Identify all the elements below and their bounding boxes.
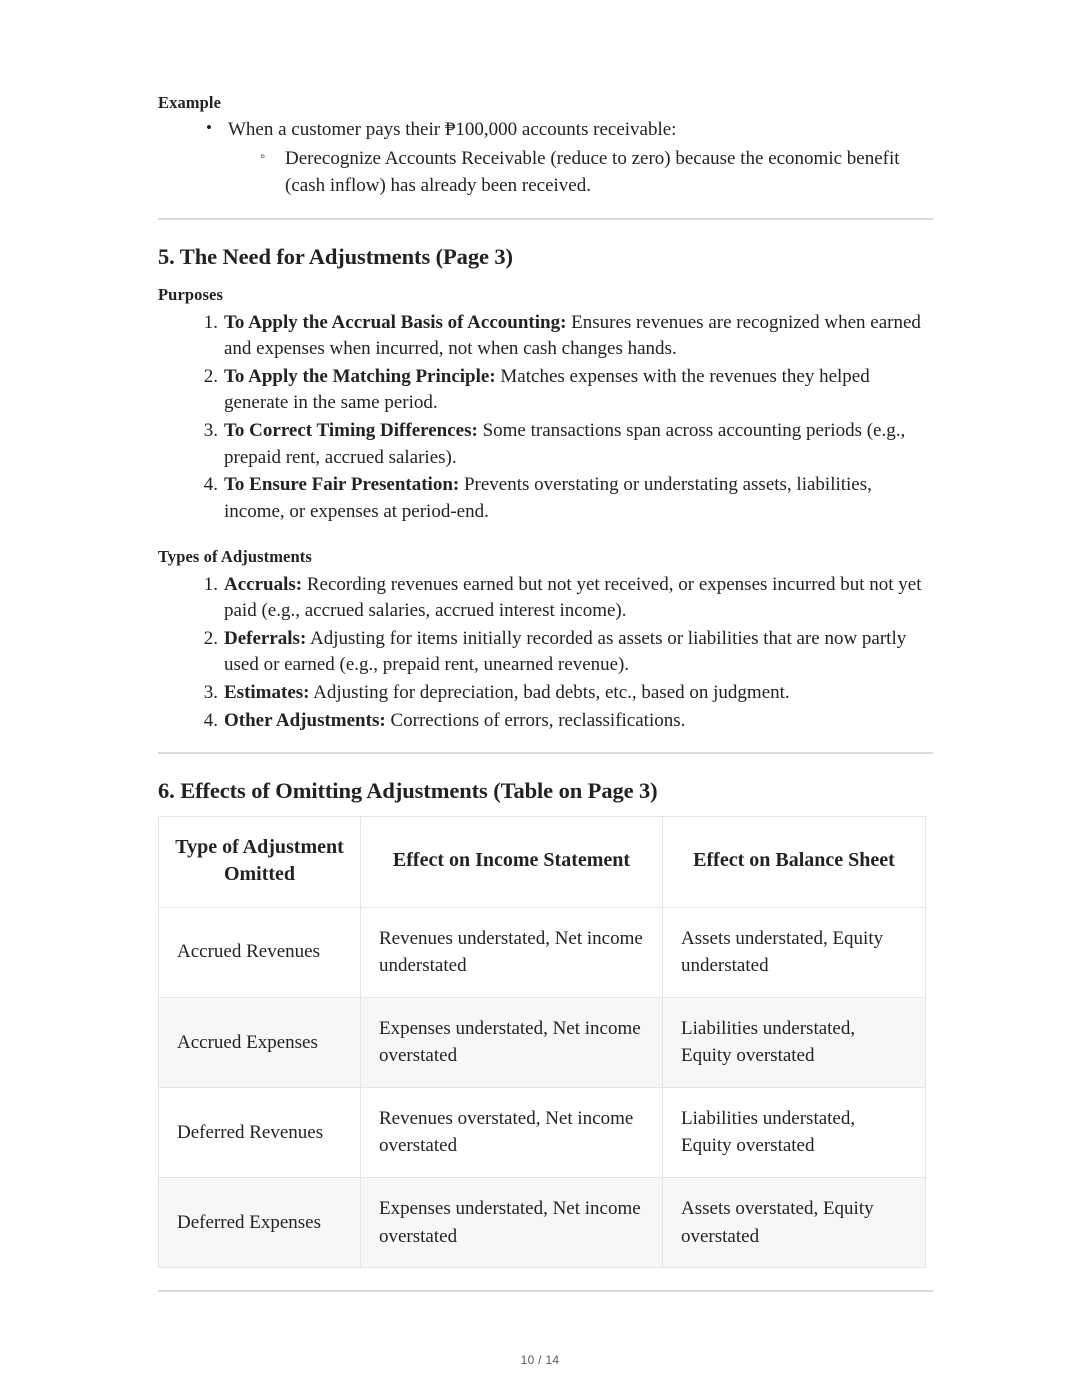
table-row <box>159 907 926 997</box>
list-item <box>196 572 933 625</box>
list-item-term: To Apply the Accrual Basis of Accounting: <box>224 311 567 333</box>
example-bullet-list <box>158 117 933 200</box>
list-item <box>260 146 933 200</box>
list-item-text: Adjusting for depreciation, bad debts, etc., based on judgment. <box>309 682 790 704</box>
example-heading: Example <box>158 93 222 112</box>
cell-type: Deferred Expenses <box>159 1177 361 1267</box>
example-sub-bullet-text: Derecognize Accounts Receivable (reduce to zero) because the economic benefit (cash inflow) has already been received. <box>285 148 900 197</box>
cell-balance-sheet: Liabilities understated, Equity overstated <box>663 1087 926 1177</box>
table-body <box>159 907 926 1267</box>
types-of-adjustments-list <box>158 572 933 735</box>
list-item-term: Other Adjustments: <box>224 709 386 731</box>
cell-balance-sheet: Assets understated, Equity understated <box>663 907 926 997</box>
list-item-term: To Ensure Fair Presentation: <box>224 474 460 496</box>
list-item-text: Recording revenues earned but not yet received, or expenses incurred but not yet paid (e.g., accrued salaries, accrued interest income). <box>224 573 922 622</box>
table-row <box>159 997 926 1087</box>
cell-income-statement: Revenues overstated, Net income overstated <box>361 1087 663 1177</box>
section-6-heading: 6. Effects of Omitting Adjustments (Table on Page 3) <box>158 778 658 804</box>
list-item-term: To Correct Timing Differences: <box>224 420 478 442</box>
bullet-filled-icon: • <box>206 118 212 138</box>
cell-type: Deferred Revenues <box>159 1087 361 1177</box>
purposes-list <box>158 310 933 526</box>
purposes-heading: Purposes <box>158 285 223 305</box>
section-5-heading: 5. The Need for Adjustments (Page 3) <box>158 244 513 270</box>
cell-income-statement: Expenses understated, Net income overstated <box>361 997 663 1087</box>
example-sub-bullet-list <box>228 146 933 200</box>
table-row <box>159 1177 926 1267</box>
table-header-row <box>159 816 926 907</box>
list-item-text: Corrections of errors, reclassifications. <box>385 709 686 731</box>
list-item <box>196 310 933 363</box>
section-divider <box>158 218 933 220</box>
cell-income-statement: Expenses understated, Net income overstated <box>361 1177 663 1267</box>
list-item-term: To Apply the Matching Principle: <box>224 365 496 387</box>
list-item <box>196 708 933 735</box>
section-divider <box>158 752 933 754</box>
section-divider <box>158 1290 933 1292</box>
list-item <box>196 680 933 707</box>
cell-balance-sheet: Assets overstated, Equity overstated <box>663 1177 926 1267</box>
list-item-text: Adjusting for items initially recorded as assets or liabilities that are now partly used or earned (e.g., prepaid rent, unearned revenue). <box>224 627 907 676</box>
list-item-text: Prevents overstating or understating assets, liabilities, income, or expenses at period-end. <box>224 474 872 522</box>
list-item-term: Estimates: <box>224 682 310 704</box>
effects-of-omitting-adjustments-table <box>158 816 926 1269</box>
example-block <box>158 92 933 200</box>
bullet-hollow-icon: ◦ <box>260 149 266 166</box>
list-item <box>196 418 933 471</box>
table-head <box>159 816 926 907</box>
list-item-text: Matches expenses with the revenues they helped generate in the same period. <box>224 365 870 414</box>
list-item <box>206 117 933 200</box>
list-item-term: Deferrals: <box>224 627 307 649</box>
cell-balance-sheet: Liabilities understated, Equity overstated <box>663 997 926 1087</box>
list-item-term: Accruals: <box>224 573 303 595</box>
example-bullet-text: When a customer pays their ₱100,000 accounts receivable: <box>228 119 677 141</box>
list-item <box>196 472 933 525</box>
cell-type: Accrued Expenses <box>159 997 361 1087</box>
page-footer <box>0 1353 1080 1367</box>
column-header-type: Type of Adjustment Omitted <box>159 816 361 907</box>
column-header-balance-sheet: Effect on Balance Sheet <box>663 816 926 907</box>
list-item <box>196 364 933 417</box>
types-of-adjustments-heading: Types of Adjustments <box>158 547 312 567</box>
page-number: 10 / 14 <box>520 1353 560 1367</box>
table-row <box>159 1087 926 1177</box>
column-header-income-statement: Effect on Income Statement <box>361 816 663 907</box>
cell-income-statement: Revenues understated, Net income understated <box>361 907 663 997</box>
page-content <box>158 92 933 1292</box>
list-item-text: Some transactions span across accounting periods (e.g., prepaid rent, accrued salaries). <box>224 420 906 468</box>
list-item-text: Ensures revenues are recognized when earned and expenses when incurred, not when cash changes hands. <box>224 311 921 360</box>
cell-type: Accrued Revenues <box>159 907 361 997</box>
list-item <box>196 626 933 679</box>
